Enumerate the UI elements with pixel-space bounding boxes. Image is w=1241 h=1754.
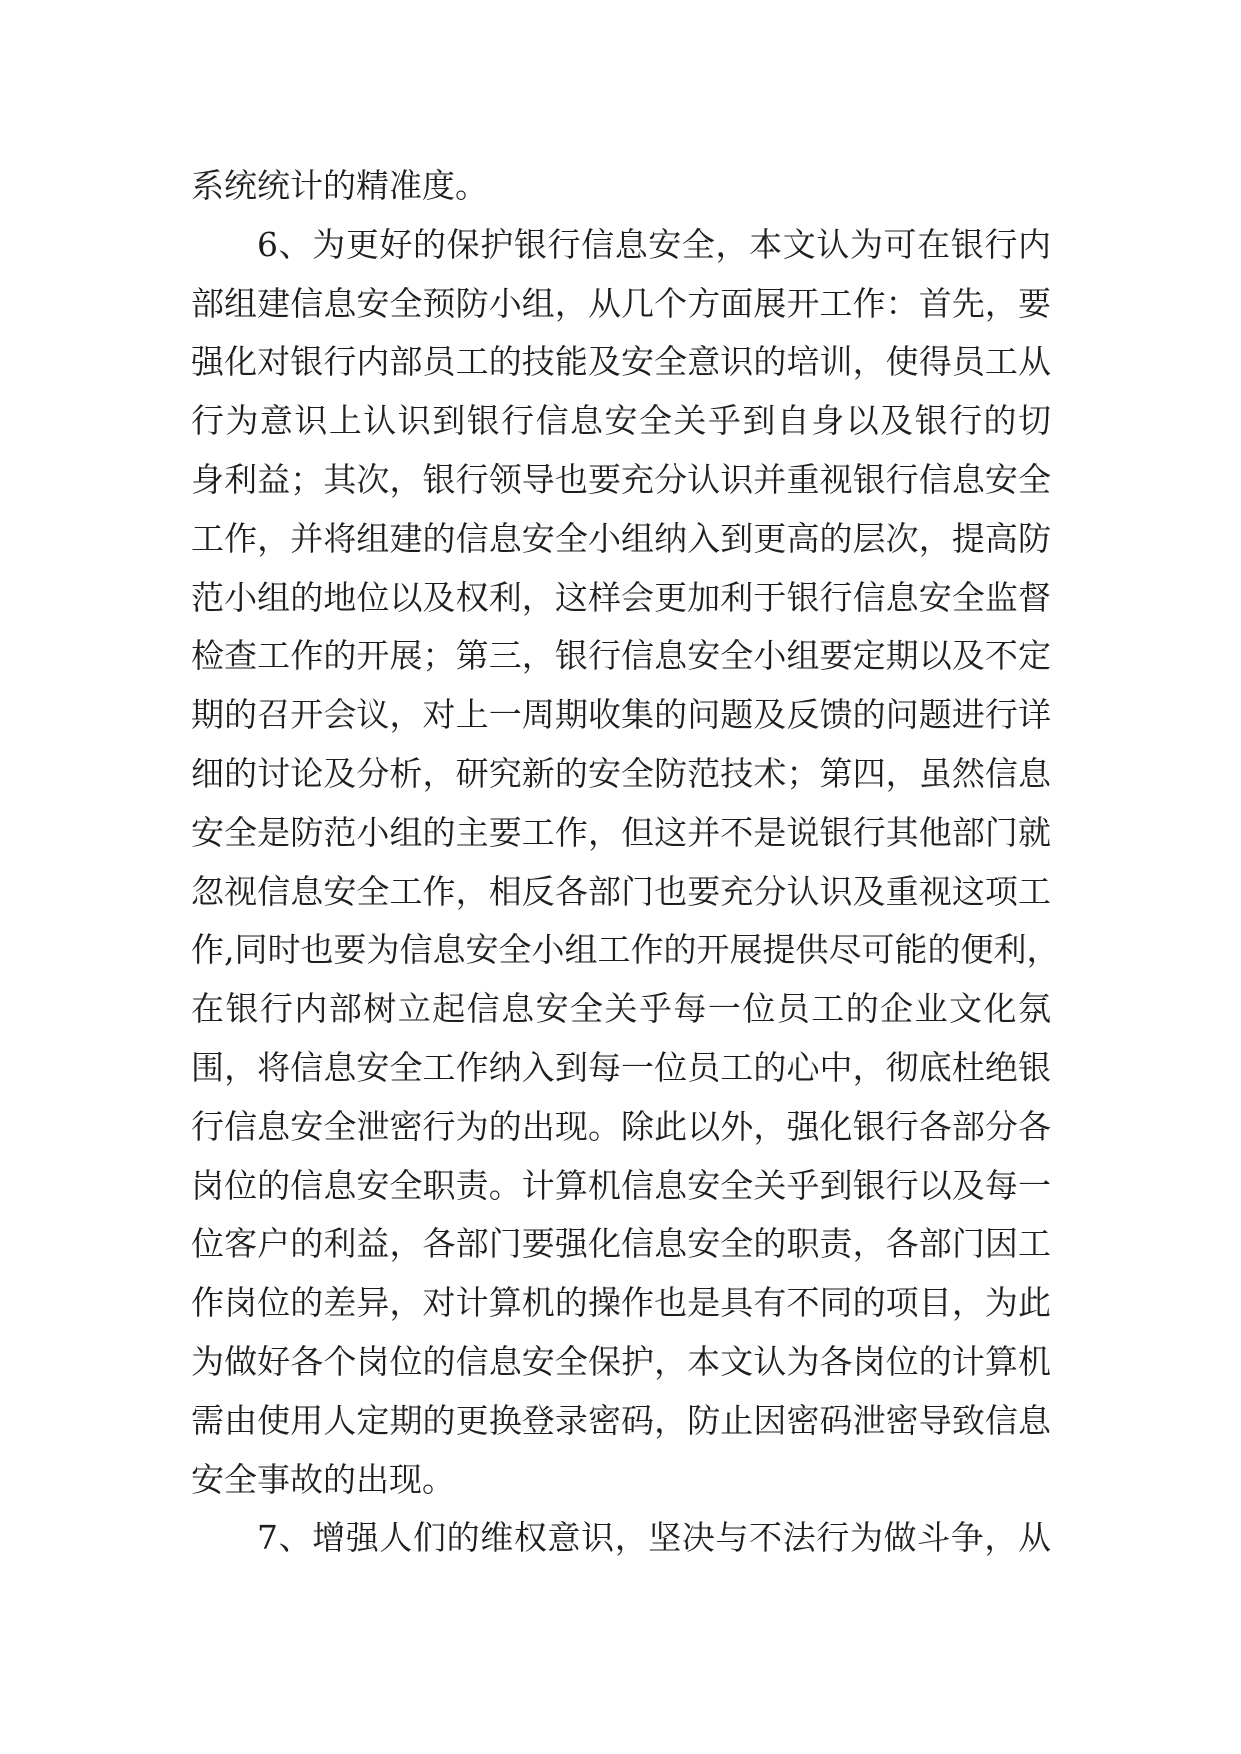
text-line: 忽视信息安全工作，相反各部门也要充分认识及重视这项工 (191, 871, 1051, 911)
text-line: 细的讨论及分析，研究新的安全防范技术；第四，虽然信息 (191, 753, 1051, 793)
text-line: 安全事故的出现。 (191, 1459, 455, 1499)
text-line: 强化对银行内部员工的技能及安全意识的培训，使得员工从 (191, 342, 1051, 382)
text-line: 身利益；其次，银行领导也要充分认识并重视银行信息安全 (191, 459, 1051, 499)
text-line: 安全是防范小组的主要工作，但这并不是说银行其他部门就 (191, 812, 1051, 852)
body-text (191, 157, 1060, 1568)
text-line: 行为意识上认识到银行信息安全关乎到自身以及银行的切 (191, 401, 1051, 441)
text-line: 岗位的信息安全职责。计算机信息安全关乎到银行以及每一 (191, 1165, 1051, 1205)
text-line: 作岗位的差异，对计算机的操作也是具有不同的项目，为此 (191, 1283, 1051, 1323)
text-line: 检查工作的开展；第三，银行信息安全小组要定期以及不定 (191, 636, 1051, 676)
text-line: 7、增强人们的维权意识，坚决与不法行为做斗争，从 (257, 1518, 1051, 1558)
text-line: 工作，并将组建的信息安全小组纳入到更高的层次，提高防 (191, 518, 1051, 558)
text-line: 行信息安全泄密行为的出现。除此以外，强化银行各部分各 (191, 1106, 1051, 1146)
text-line: 部组建信息安全预防小组，从几个方面展开工作：首先，要 (191, 283, 1051, 323)
text-line: 6、为更好的保护银行信息安全，本文认为可在银行内 (257, 224, 1051, 264)
text-line: 为做好各个岗位的信息安全保护，本文认为各岗位的计算机 (191, 1341, 1051, 1381)
text-line: 范小组的地位以及权利，这样会更加利于银行信息安全监督 (191, 577, 1051, 617)
text-line: 系统统计的精准度。 (191, 166, 488, 205)
text-line: 位客户的利益，各部门要强化信息安全的职责，各部门因工 (191, 1224, 1051, 1264)
text-line: 在银行内部树立起信息安全关乎每一位员工的企业文化氛 (191, 989, 1051, 1029)
text-line: 围，将信息安全工作纳入到每一位员工的心中，彻底杜绝银 (191, 1047, 1051, 1087)
text-line: 作,同时也要为信息安全小组工作的开展提供尽可能的便利， (191, 930, 1060, 970)
text-line: 需由使用人定期的更换登录密码，防止因密码泄密导致信息 (191, 1400, 1051, 1440)
text-line: 期的召开会议，对上一周期收集的问题及反馈的问题进行详 (191, 695, 1051, 735)
